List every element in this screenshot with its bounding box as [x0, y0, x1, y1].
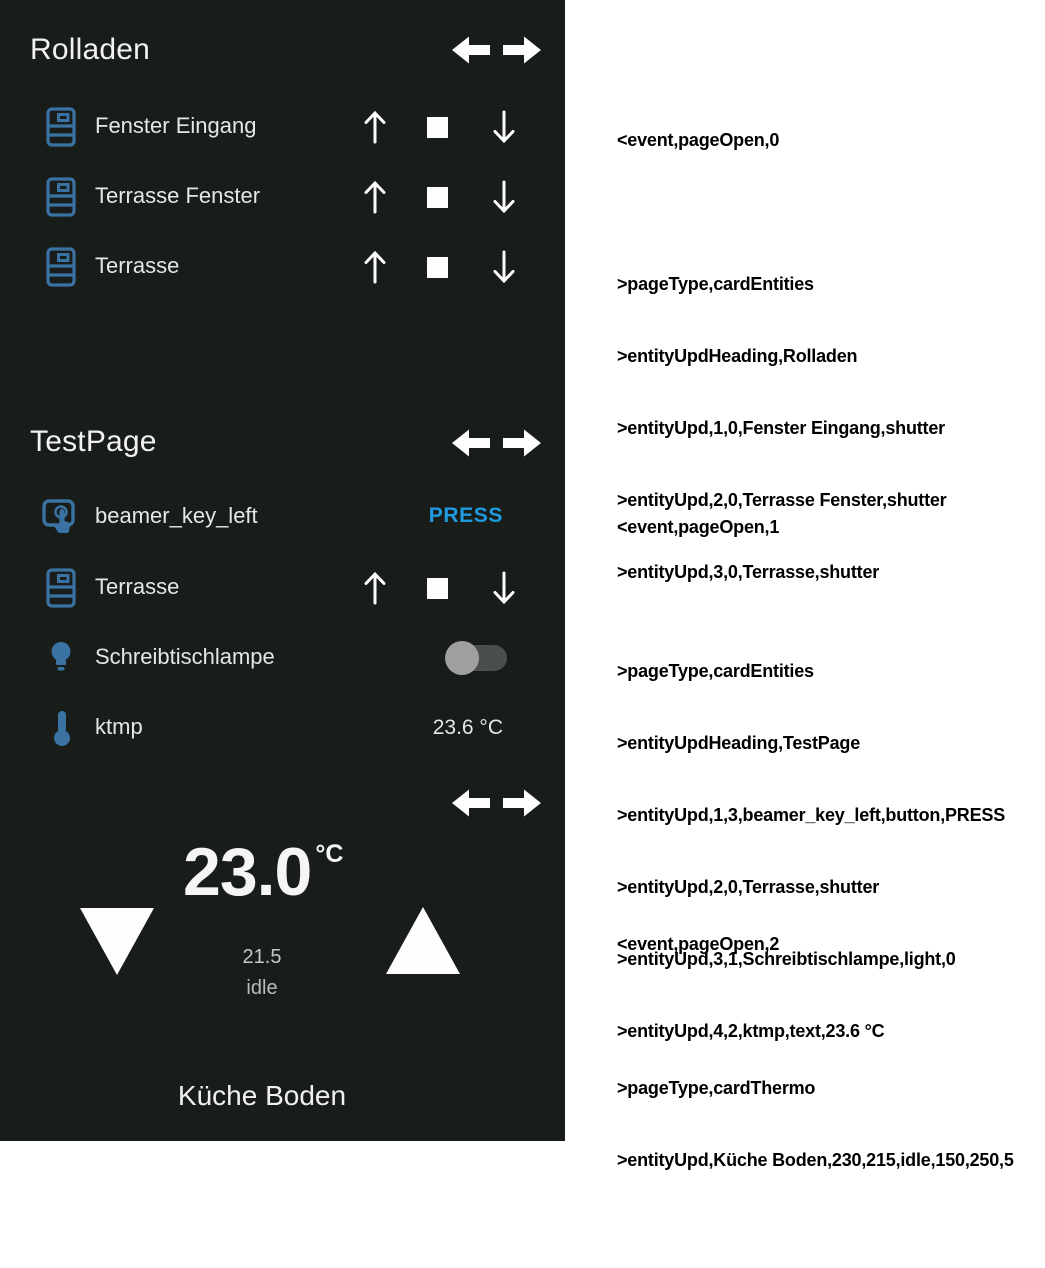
- shutter-icon: [46, 177, 76, 217]
- shutter-down-button[interactable]: [491, 109, 517, 145]
- prev-page-button[interactable]: [450, 427, 490, 459]
- temp-up-button[interactable]: [386, 907, 460, 974]
- arrow-left-icon: [450, 427, 490, 459]
- shutter-icon: [46, 568, 76, 608]
- prev-page-button[interactable]: [450, 787, 490, 819]
- gesture-tap-button-icon: [42, 499, 80, 535]
- entity-label: Terrasse: [95, 253, 180, 278]
- shutter-up-button[interactable]: [362, 179, 388, 215]
- log-line: >entityUpdHeading,TestPage: [617, 733, 861, 753]
- current-temperature: [183, 834, 344, 910]
- arrow-right-icon: [503, 34, 543, 66]
- log-line: >entityUpd,3,0,Terrasse,shutter: [617, 562, 880, 582]
- entity-label: Schreibtischlampe: [95, 644, 275, 669]
- current-temperature-value: 23.0: [183, 834, 312, 910]
- arrow-right-icon: [503, 787, 543, 819]
- shutter-icon: [46, 247, 76, 287]
- prev-page-button[interactable]: [450, 34, 490, 66]
- entity-value: 23.6 °C: [432, 716, 503, 739]
- shutter-down-button[interactable]: [491, 249, 517, 285]
- log-event-line: <event,pageOpen,0: [617, 130, 780, 150]
- arrow-left-icon: [450, 34, 490, 66]
- arrow-left-icon: [450, 787, 490, 819]
- thermometer-icon: [52, 709, 72, 747]
- shutter-down-button[interactable]: [491, 570, 517, 606]
- page-title: TestPage: [30, 425, 157, 458]
- serial-log-block: [617, 884, 1014, 1268]
- press-button[interactable]: PRESS: [428, 504, 503, 527]
- entity-label: Terrasse: [95, 574, 180, 599]
- shutter-stop-button[interactable]: [427, 187, 448, 208]
- entity-label: ktmp: [95, 714, 143, 739]
- log-line: >entityUpd,4,2,ktmp,text,23.6 °C: [617, 1021, 885, 1041]
- next-page-button[interactable]: [503, 427, 543, 459]
- temp-down-button[interactable]: [80, 908, 154, 975]
- log-event-line: <event,pageOpen,1: [617, 517, 780, 537]
- shutter-stop-button[interactable]: [427, 117, 448, 138]
- shutter-stop-button[interactable]: [427, 257, 448, 278]
- log-event-line: <event,pageOpen,2: [617, 934, 780, 954]
- log-line: >entityUpd,1,3,beamer_key_left,button,PRESS: [617, 805, 1006, 825]
- nspanel-display: [0, 0, 565, 1141]
- log-line: >entityUpd,2,0,Terrasse Fenster,shutter: [617, 490, 947, 510]
- shutter-down-button[interactable]: [491, 179, 517, 215]
- next-page-button[interactable]: [503, 787, 543, 819]
- shutter-up-button[interactable]: [362, 249, 388, 285]
- entity-label: Fenster Eingang: [95, 113, 257, 138]
- log-line: >entityUpd,1,0,Fenster Eingang,shutter: [617, 418, 945, 438]
- shutter-icon: [46, 107, 76, 147]
- light-toggle-switch[interactable]: [449, 645, 507, 671]
- arrow-right-icon: [503, 427, 543, 459]
- shutter-up-button[interactable]: [362, 570, 388, 606]
- shutter-stop-button[interactable]: [427, 578, 448, 599]
- log-line: >pageType,cardEntities: [617, 661, 814, 681]
- log-line: >entityUpdHeading,Rolladen: [617, 346, 858, 366]
- log-line: >entityUpd,3,1,Schreibtischlampe,light,0: [617, 949, 956, 969]
- hvac-state: idle: [246, 977, 278, 999]
- target-temperature: 21.5: [242, 946, 282, 968]
- entity-label: Terrasse Fenster: [95, 183, 261, 208]
- log-line: >pageType,cardEntities: [617, 274, 814, 294]
- lightbulb-icon: [48, 641, 74, 675]
- toggle-knob: [445, 641, 479, 675]
- page-title: Rolladen: [30, 33, 151, 66]
- temperature-unit: °C: [315, 840, 344, 868]
- thermostat-name: Küche Boden: [177, 1080, 347, 1111]
- log-line: >entityUpd,2,0,Terrasse,shutter: [617, 877, 880, 897]
- log-line: >pageType,cardThermo: [617, 1078, 816, 1098]
- log-line: >entityUpd,Küche Boden,230,215,idle,150,250,5: [617, 1150, 1014, 1170]
- shutter-up-button[interactable]: [362, 109, 388, 145]
- next-page-button[interactable]: [503, 34, 543, 66]
- entity-label: beamer_key_left: [95, 503, 258, 528]
